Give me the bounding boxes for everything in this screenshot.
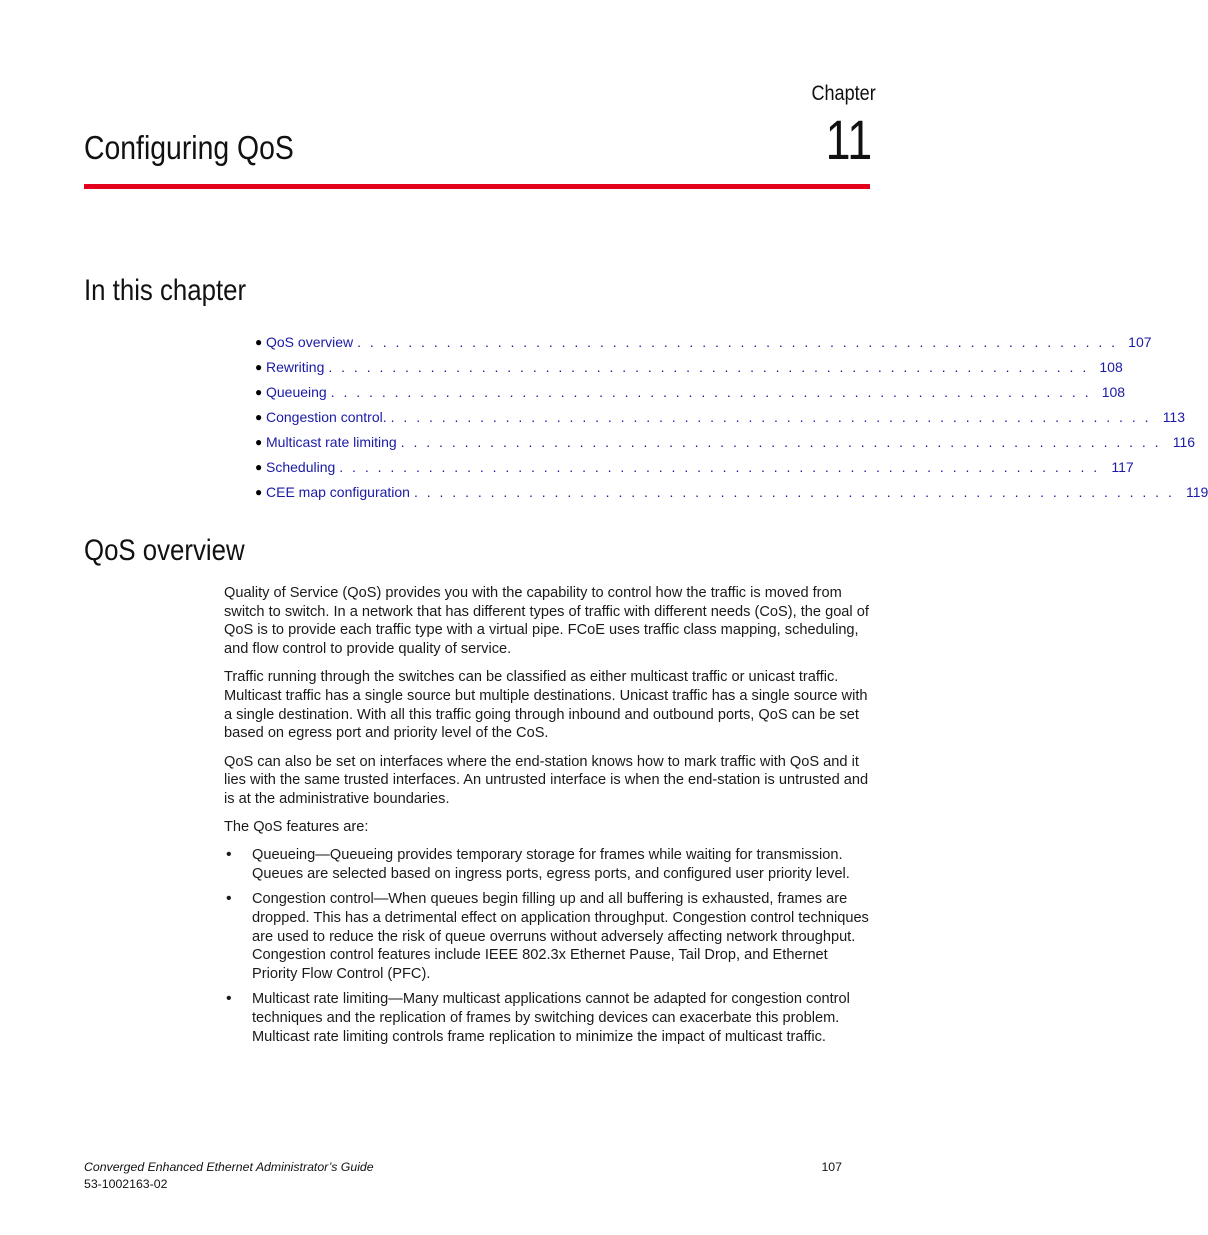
footer-guide-title: Converged Enhanced Ethernet Administrator’s Guide [84, 1160, 374, 1174]
list-item [224, 846, 872, 883]
toc-item[interactable] [255, 429, 1196, 454]
dot-leader: . . . . . . . . . . . . . . . . . . . . . . . . . . . . . . . . . . . . . . . . . . . . . . . . . . . . . . . . . . . . [390, 408, 1152, 425]
toc-entry [266, 484, 1174, 500]
toc-entry [266, 359, 1089, 375]
paragraph: Traffic running through the switches can be classified as either multicast traffic or unicast traffic. Multicast traffic has a single source but multiple destinations. Unicast traffic has a single source with a single destination. With all this traffic going through inbound and outbound ports, QoS can be set based on egress port and priority level of the CoS. [224, 669, 868, 742]
toc-link-multicast-rate-limiting[interactable]: Multicast rate limiting [266, 433, 397, 450]
toc-item[interactable] [255, 404, 1186, 429]
toc-link-qos-overview[interactable]: QoS overview [266, 333, 354, 350]
toc-entry [266, 459, 1100, 475]
list-item-text: Multicast rate limiting—Many multicast applications cannot be adapted for congestion control techniques and the replication of frames by switching devices can exacerbate this problem. Multicast rate limiting controls frame replication to minimize the impact of multicast traffic. [252, 991, 850, 1045]
toc-link-rewriting[interactable]: Rewriting [266, 358, 325, 375]
dot-leader: . . . . . . . . . . . . . . . . . . . . . . . . . . . . . . . . . . . . . . . . . . . . . . . . . . . . . . . . . . . . [400, 433, 1162, 450]
chapter-title-rule [84, 184, 870, 189]
bullet-icon: ● [255, 359, 263, 374]
paragraph: Quality of Service (QoS) provides you with the capability to control how the traffic is moved from switch to switch. In a network that has different types of traffic with different needs (CoS), the goal of QoS is to provide each traffic type with a virtual pipe. FCoE uses traffic class mapping, scheduling, and flow control to provide quality of service. [224, 585, 869, 658]
bullet-icon: ● [255, 459, 263, 474]
qos-overview-heading: QoS overview [84, 534, 245, 567]
qos-overview-body [224, 584, 872, 1053]
toc-page-number[interactable]: 117 [1111, 458, 1134, 475]
paragraph: The QoS features are: [224, 819, 369, 836]
bullet-icon: ● [255, 484, 263, 499]
toc-item[interactable] [255, 329, 1152, 354]
chapter-number: 11 [825, 108, 872, 171]
toc-page-number[interactable]: 119 [1186, 483, 1208, 500]
toc-entry [266, 334, 1118, 350]
toc-link-queueing[interactable]: Queueing [266, 383, 327, 400]
toc-page-number[interactable]: 108 [1101, 383, 1126, 400]
toc-link-cee-map-configuration[interactable]: CEE map configuration [266, 483, 410, 500]
toc-page-number[interactable]: 113 [1162, 408, 1186, 425]
page-footer [84, 1159, 842, 1193]
paragraph: QoS can also be set on interfaces where the end-station knows how to mark traffic with QoS and it lies with the same trusted interfaces. An untrusted interface is when the end-station is untrusted and is at the administrative boundaries. [224, 753, 869, 808]
chapter-title: Configuring QoS [84, 129, 294, 166]
bullet-icon: • [226, 846, 232, 864]
toc-page-number[interactable]: 108 [1099, 358, 1123, 375]
list-item [224, 990, 872, 1046]
bullet-icon: ● [255, 434, 263, 449]
dot-leader: . . . . . . . . . . . . . . . . . . . . . . . . . . . . . . . . . . . . . . . . . . . . . . . . . . . . . . . . . . . . [357, 333, 1118, 350]
toc-page-number[interactable]: 107 [1128, 333, 1152, 350]
footer-page-number: 107 [821, 1160, 842, 1174]
in-this-chapter-heading: In this chapter [84, 274, 247, 307]
toc-item[interactable] [255, 479, 1208, 504]
dot-leader: . . . . . . . . . . . . . . . . . . . . . . . . . . . . . . . . . . . . . . . . . . . . . . . . . . . . . . . . . . . . [339, 458, 1100, 475]
toc-entry [266, 409, 1151, 425]
bullet-icon: • [226, 890, 232, 908]
toc-entry [266, 384, 1091, 400]
dot-leader: . . . . . . . . . . . . . . . . . . . . . . . . . . . . . . . . . . . . . . . . . . . . . . . . . . . . . . . . . . . . [413, 483, 1175, 500]
toc-item[interactable] [255, 354, 1123, 379]
footer-doc-number: 53-1002163-02 [84, 1176, 168, 1191]
toc-item[interactable] [255, 379, 1126, 404]
list-item-text: Queueing—Queueing provides temporary storage for frames while waiting for transmission. Queues are selected based on ingress ports, egress ports, and configured user priority level. [252, 847, 850, 883]
chapter-label: Chapter [811, 82, 876, 105]
bullet-icon: ● [255, 334, 263, 349]
toc-link-congestion-control[interactable]: Congestion control. [266, 408, 387, 425]
toc-item[interactable] [255, 454, 1134, 479]
list-item-text: Congestion control—When queues begin filling up and all buffering is exhausted, frames are dropped. This has a detrimental effect on application throughput. Congestion control techniques are used to reduce the risk of queue overruns without adversely affecting network throughput. Congestion control features include IEEE 802.3x Ethernet Pause, Tail Drop, and Ethernet Priority Flow Control (PFC). [252, 891, 869, 983]
dot-leader: . . . . . . . . . . . . . . . . . . . . . . . . . . . . . . . . . . . . . . . . . . . . . . . . . . . . . . . . . . . . [328, 358, 1089, 375]
list-item [224, 890, 872, 984]
toc-link-scheduling[interactable]: Scheduling [266, 458, 336, 475]
qos-features-list [224, 846, 872, 1046]
bullet-icon: ● [255, 384, 263, 399]
dot-leader: . . . . . . . . . . . . . . . . . . . . . . . . . . . . . . . . . . . . . . . . . . . . . . . . . . . . . . . . . . . . [330, 383, 1092, 400]
toc-page-number[interactable]: 116 [1172, 433, 1196, 450]
bullet-icon: ● [255, 409, 263, 424]
toc-entry [266, 434, 1161, 450]
bullet-icon: • [226, 990, 232, 1008]
chapter-toc [255, 329, 1208, 504]
